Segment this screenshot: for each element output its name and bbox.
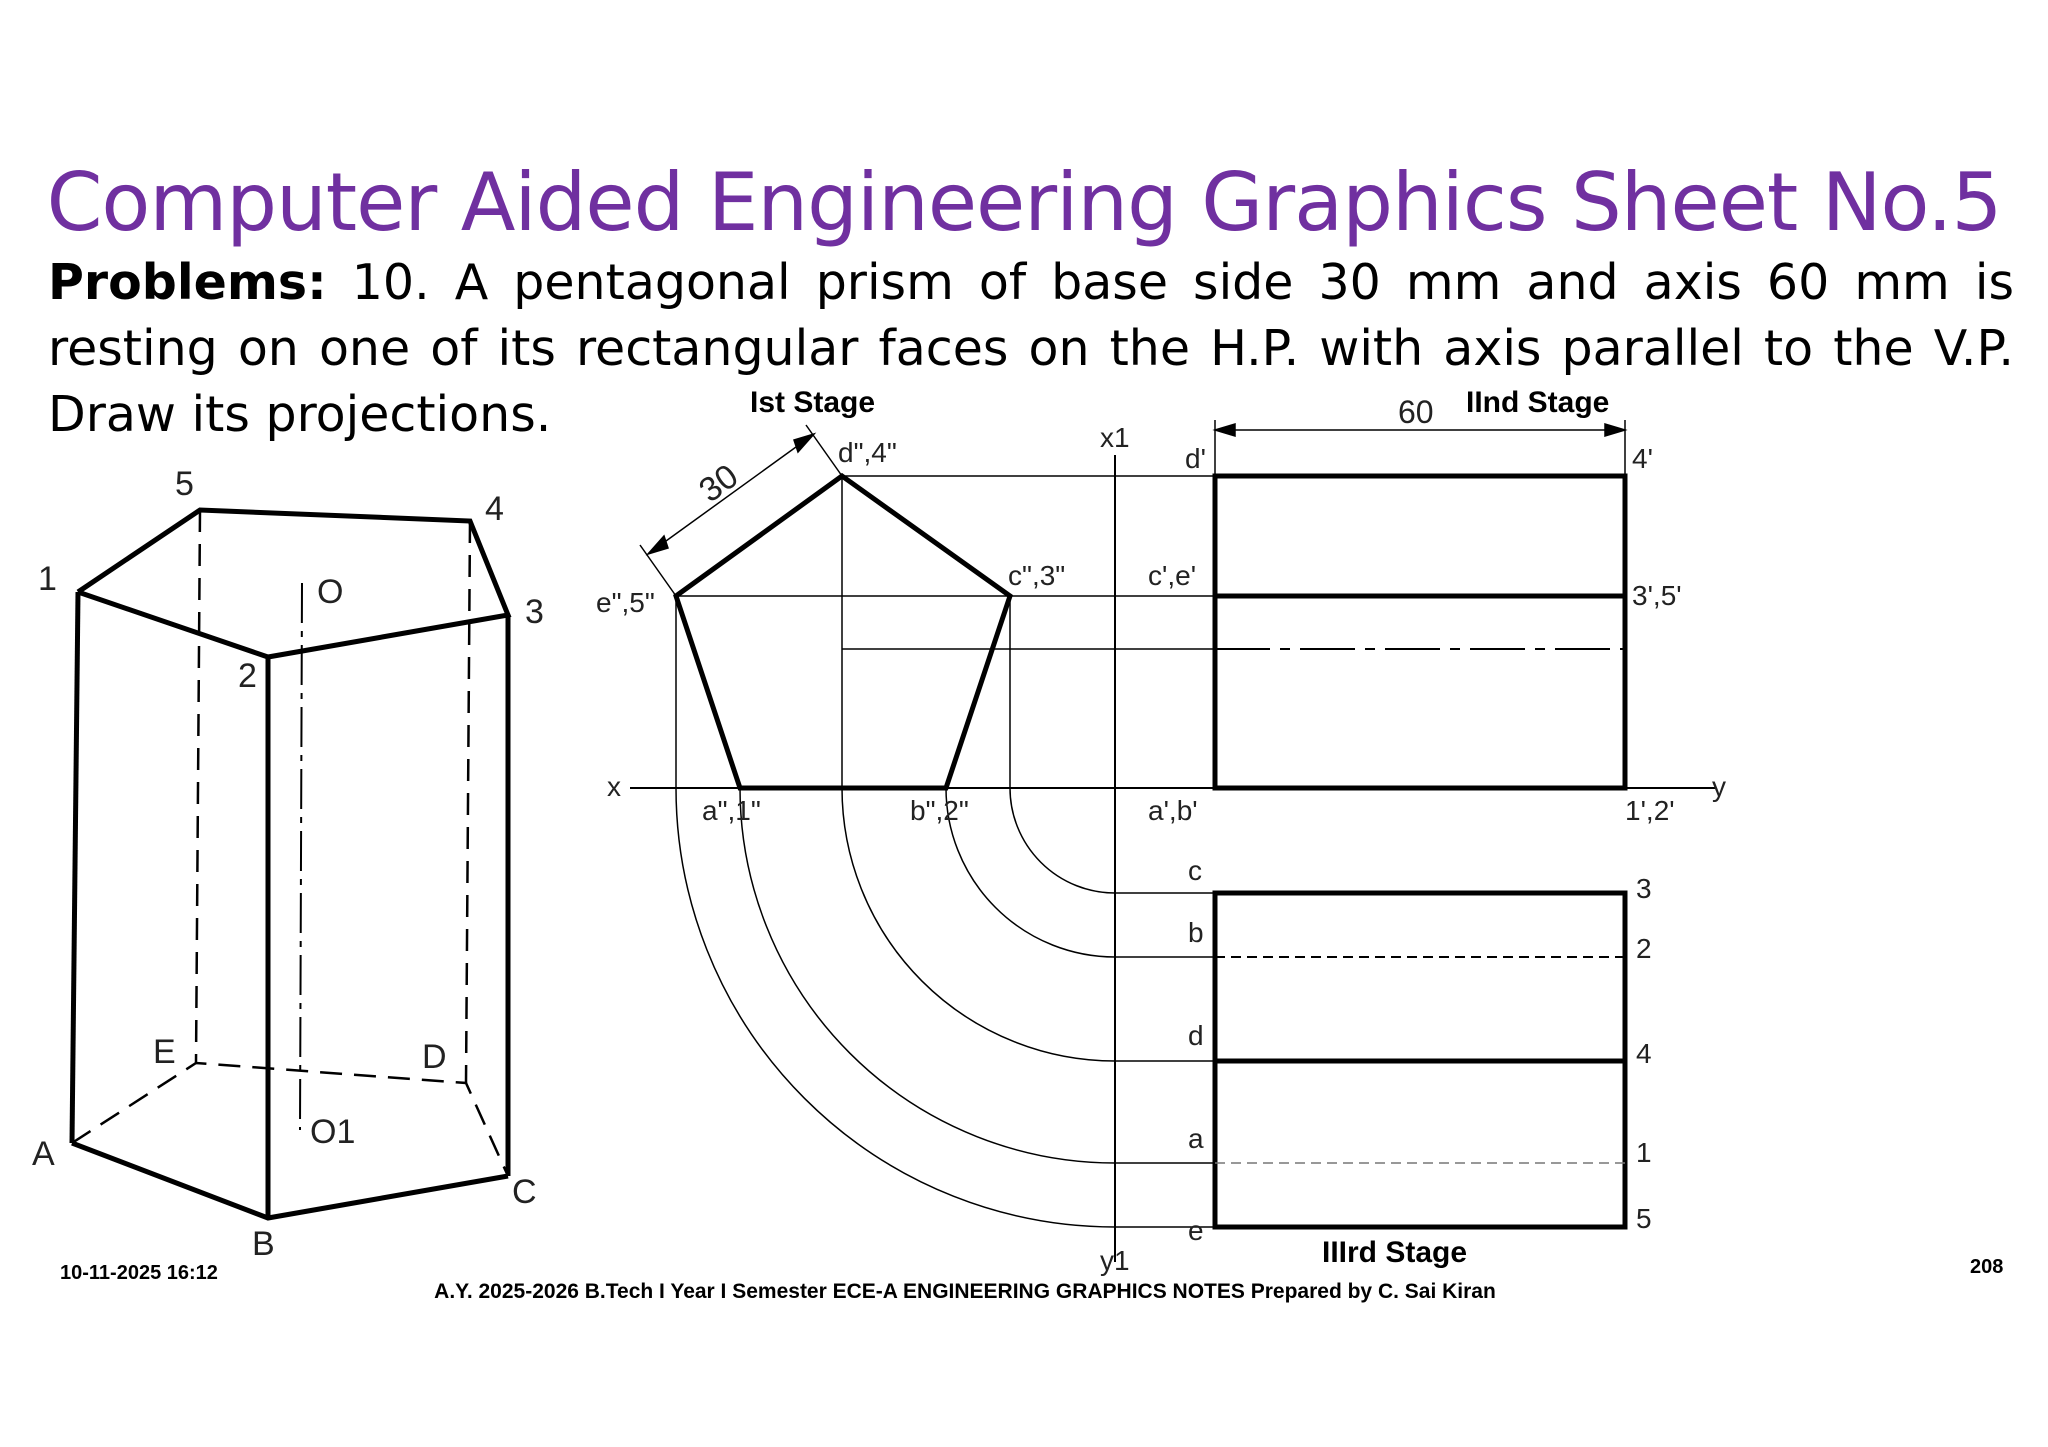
iso-label-c: C: [512, 1173, 537, 1211]
footer-date: 10-11-2025 16:12: [60, 1262, 218, 1284]
side-label-top: d",4": [838, 437, 897, 468]
front-label-ce: c',e': [1148, 560, 1197, 591]
iso-label-o1: O1: [310, 1113, 356, 1151]
top-label-c: c: [1188, 855, 1202, 886]
front-label-4: 4': [1632, 443, 1653, 474]
ref-y: y: [1712, 771, 1726, 802]
footer-course-info: A.Y. 2025-2026 B.Tech I Year I Semester ECE-A ENGINEERING GRAPHICS NOTES Prepared by C. Sai Kiran: [434, 1280, 1496, 1303]
ref-y1: y1: [1100, 1245, 1130, 1276]
iso-label-4: 4: [485, 490, 504, 528]
iso-label-d: D: [422, 1038, 447, 1076]
top-label-1: 1: [1636, 1137, 1652, 1168]
top-label-e: e: [1188, 1215, 1204, 1246]
problem-text: 10. A pentagonal prism of base side 30 mm and axis 60 mm is resting on one of its rectangular faces on the H.P. with axis parallel to the V.P. Draw its projections.: [48, 254, 2014, 443]
ref-x: x: [607, 771, 621, 802]
stage-3-label: [1322, 1236, 1467, 1269]
top-label-5: 5: [1636, 1203, 1652, 1234]
iso-label-b: B: [252, 1225, 275, 1263]
front-label-ab: a',b': [1148, 795, 1198, 826]
stage-2-text: IInd Stage: [1466, 386, 1610, 419]
stage-2-label: [1466, 386, 1609, 419]
iso-label-2: 2: [238, 657, 257, 695]
page-number: 208: [1970, 1256, 2004, 1278]
iso-label-e: E: [153, 1033, 176, 1071]
front-label-35: 3',5': [1632, 580, 1682, 611]
top-label-2: 2: [1636, 933, 1652, 964]
side-label-right: c",3": [1008, 560, 1066, 591]
iso-label-1: 1: [38, 560, 57, 598]
stage-1-label: [750, 386, 875, 419]
top-label-a: a: [1188, 1123, 1204, 1154]
top-label-4: 4: [1636, 1038, 1652, 1069]
stage-3-text: IIIrd Stage: [1322, 1236, 1468, 1269]
front-label-d: d': [1185, 443, 1206, 474]
side-label-bottom-right: b",2": [910, 795, 969, 826]
orthographic-labels: [596, 394, 1726, 1276]
top-label-3: 3: [1636, 873, 1652, 904]
dimension-60: 60: [1398, 394, 1434, 430]
front-label-12: 1',2': [1625, 795, 1675, 826]
iso-label-5: 5: [175, 465, 194, 503]
iso-label-o: O: [317, 573, 344, 611]
iso-label-3: 3: [525, 593, 544, 631]
top-label-d: d: [1188, 1020, 1204, 1051]
problem-label: Problems:: [48, 254, 327, 311]
stage-labels: [750, 386, 1609, 1269]
ref-x1: x1: [1100, 422, 1130, 453]
side-label-left: e",5": [596, 587, 655, 618]
isometric-prism: [72, 510, 508, 1218]
top-label-b: b: [1188, 917, 1204, 948]
slide-title: Computer Aided Engineering Graphics Sheet No.5: [46, 156, 2002, 249]
orthographic-drawing: [630, 420, 1715, 1262]
stage-1-text: Ist Stage: [750, 386, 876, 419]
iso-label-a: A: [32, 1135, 55, 1173]
dimension-30: 30: [692, 456, 746, 510]
side-label-bottom-left: a",1": [702, 795, 761, 826]
